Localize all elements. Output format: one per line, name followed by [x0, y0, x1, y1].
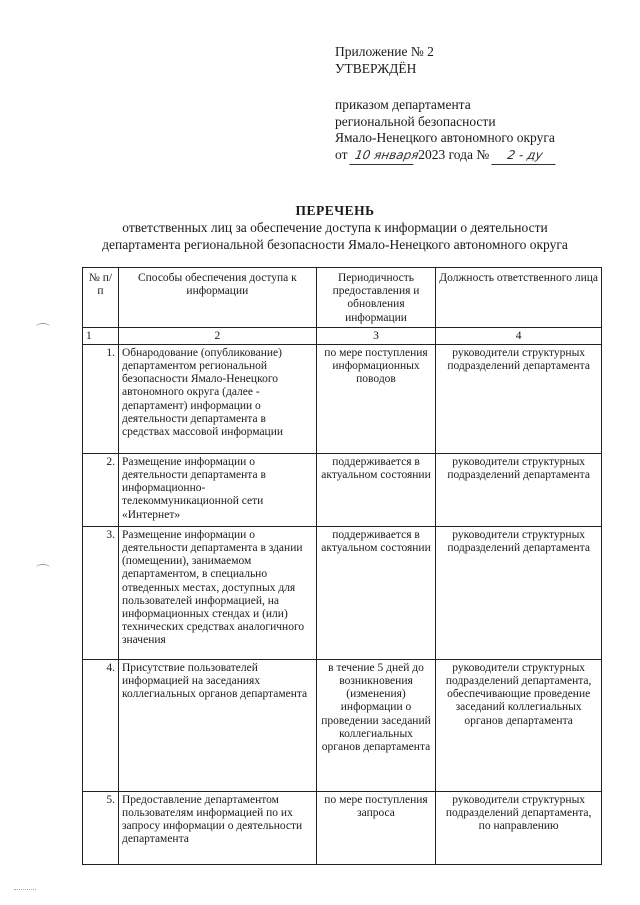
row-position: руководители структурных подразделений департамента — [436, 453, 602, 526]
row-period: по мере поступления информационных поводов — [316, 344, 436, 453]
table-header-row — [83, 268, 602, 328]
appendix-label: Приложение № 2 — [335, 44, 434, 59]
order-line-3: Ямало-Ненецкого автономного округа — [335, 130, 555, 145]
row-num: 1. — [83, 344, 119, 453]
index-cell: 3 — [316, 327, 436, 344]
table-row — [83, 344, 602, 453]
responsibility-table — [82, 267, 602, 865]
row-period: поддерживается в актуальном состоянии — [316, 453, 436, 526]
row-method: Размещение информации о деятельности департамента в информационно-телекоммуникационной сети «Интернет» — [118, 453, 316, 526]
header-method: Способы обеспечения доступа к информации — [118, 268, 316, 328]
handwritten-date: 10 января — [349, 147, 416, 165]
punch-hole-mark — [36, 564, 50, 571]
document-subtitle-line-1: ответственных лиц за обеспечение доступа к информации о деятельности — [122, 220, 548, 235]
index-cell: 2 — [118, 327, 316, 344]
table-row — [83, 659, 602, 791]
year-text: 2023 года № — [418, 146, 490, 162]
row-period: поддерживается в актуальном состоянии — [316, 526, 436, 659]
punch-hole-mark — [36, 323, 50, 330]
row-period: в течение 5 дней до возникновения (изменения) информации о проведении заседаний коллегиальных органов департамента — [316, 659, 436, 791]
order-date-line — [335, 147, 625, 165]
approved-label: УТВЕРЖДЁН — [335, 60, 417, 76]
header-period: Периодичность предоставления и обновления информации — [316, 268, 436, 328]
index-cell: 4 — [436, 327, 602, 344]
row-num: 3. — [83, 526, 119, 659]
row-method: Предоставление департаментом пользователям информацией по их запросу информации о деятельности департамента — [118, 791, 316, 864]
row-method: Обнародование (опубликование) департаментом региональной безопасности Ямало-Ненецкого автономного округа (далее - департамент) информации о деятельности департамента в средствах массовой информации — [118, 344, 316, 453]
index-cell: 1 — [83, 327, 119, 344]
approval-block — [335, 44, 625, 164]
order-line-1: приказом департамента — [335, 97, 471, 112]
order-line-2: региональной безопасности — [335, 113, 496, 129]
table-row — [83, 791, 602, 864]
table-row — [83, 526, 602, 659]
row-num: 4. — [83, 659, 119, 791]
document-subtitle-line-2: департамента региональной безопасности Ямало-Ненецкого автономного округа — [102, 237, 568, 252]
date-prefix: от — [335, 146, 348, 162]
row-position: руководители структурных подразделений департамента, обеспечивающие проведение заседаний коллегиальных органов департамента — [436, 659, 602, 791]
row-num: 2. — [83, 453, 119, 526]
document-title: ПЕРЕЧЕНЬ — [295, 203, 375, 218]
document-heading — [40, 202, 630, 253]
header-position: Должность ответственного лица — [436, 268, 602, 328]
row-method: Присутствие пользователей информацией на заседаниях коллегиальных органов департамента — [118, 659, 316, 791]
header-num: № п/п — [83, 268, 119, 328]
row-method: Размещение информации о деятельности департамента в здании (помещении), занимаемом департаментом, в специально отведенных местах, доступных для пользователей информацией, на информационных стендах и (или) технических средствах аналогичного значения — [118, 526, 316, 659]
row-position: руководители структурных подразделений департамента — [436, 344, 602, 453]
row-num: 5. — [83, 791, 119, 864]
row-position: руководители структурных подразделений департамента, по направлению — [436, 791, 602, 864]
handwritten-number: 2 - ду — [491, 147, 558, 165]
table-index-row — [83, 327, 602, 344]
scan-footer-mark — [14, 889, 36, 890]
row-position: руководители структурных подразделений департамента — [436, 526, 602, 659]
row-period: по мере поступления запроса — [316, 791, 436, 864]
table-row — [83, 453, 602, 526]
